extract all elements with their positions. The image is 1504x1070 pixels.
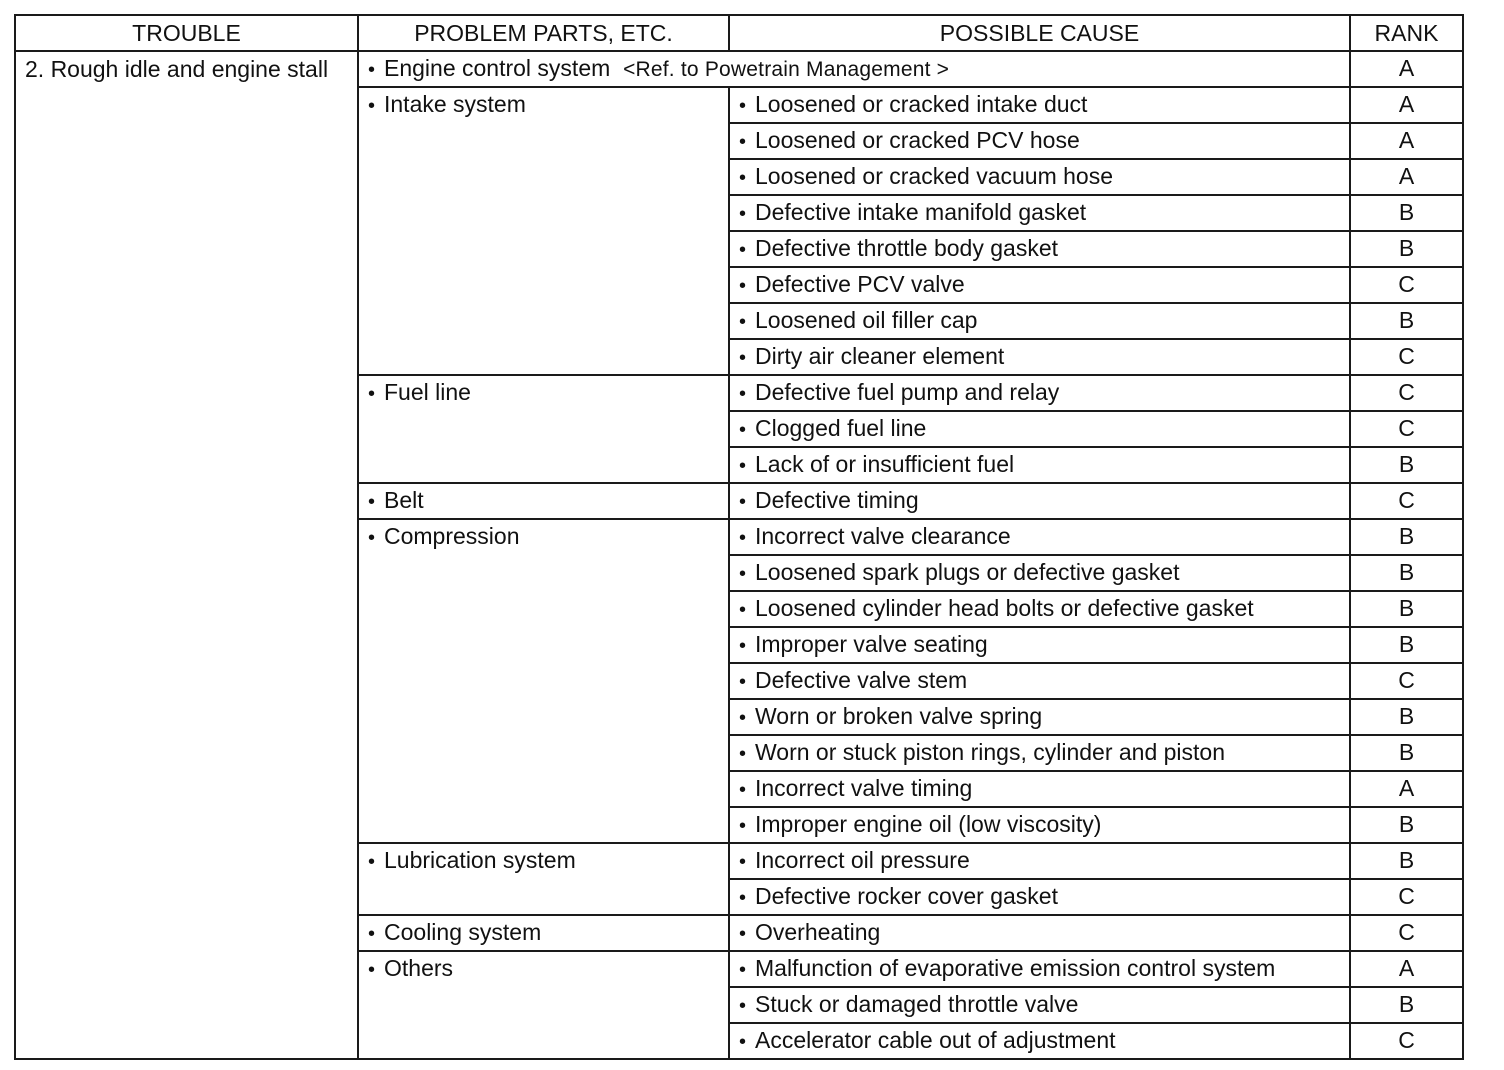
possible-cause-cell xyxy=(729,879,1350,915)
possible-cause-cell xyxy=(729,231,1350,267)
bullet-icon: • xyxy=(368,95,376,117)
trouble-table xyxy=(14,14,1464,1060)
rank-cell: B xyxy=(1350,591,1463,627)
cause-label: Incorrect oil pressure xyxy=(755,847,970,873)
rank-cell: B xyxy=(1350,807,1463,843)
rank-cell: B xyxy=(1350,627,1463,663)
rank-cell: B xyxy=(1350,735,1463,771)
table-body xyxy=(15,51,1463,1059)
cause-label: Stuck or damaged throttle valve xyxy=(755,991,1079,1017)
reference-note: <Ref. to Powetrain Management > xyxy=(623,58,950,81)
possible-cause-cell xyxy=(729,735,1350,771)
trouble-cell: 2. Rough idle and engine stall xyxy=(15,51,358,1059)
cause-label: Defective throttle body gasket xyxy=(755,235,1058,261)
cause-label: Improper valve seating xyxy=(755,631,988,657)
possible-cause-cell xyxy=(729,807,1350,843)
bullet-icon: • xyxy=(739,995,747,1017)
cause-label: Worn or stuck piston rings, cylinder and piston xyxy=(755,739,1226,765)
cause-label: Lack of or insufficient fuel xyxy=(755,451,1015,477)
possible-cause-cell xyxy=(729,843,1350,879)
rank-cell: A xyxy=(1350,123,1463,159)
rank-cell: A xyxy=(1350,771,1463,807)
bullet-icon: • xyxy=(739,419,747,441)
bullet-icon: • xyxy=(739,95,747,117)
problem-part-cell xyxy=(358,519,729,843)
rank-cell: A xyxy=(1350,51,1463,87)
problem-part-cell xyxy=(358,951,729,1059)
possible-cause-cell xyxy=(729,1023,1350,1059)
possible-cause-cell xyxy=(729,987,1350,1023)
part-label: Belt xyxy=(384,487,424,513)
possible-cause-cell xyxy=(729,339,1350,375)
bullet-icon: • xyxy=(739,275,747,297)
bullet-icon: • xyxy=(739,599,747,621)
bullet-icon: • xyxy=(739,455,747,477)
rank-cell: B xyxy=(1350,231,1463,267)
possible-cause-cell xyxy=(729,267,1350,303)
rank-cell: B xyxy=(1350,447,1463,483)
part-label: Cooling system xyxy=(384,919,542,945)
possible-cause-cell xyxy=(729,915,1350,951)
bullet-icon: • xyxy=(368,491,376,513)
bullet-icon: • xyxy=(368,959,376,981)
possible-cause-cell xyxy=(729,123,1350,159)
cause-label: Malfunction of evaporative emission control system xyxy=(755,955,1276,981)
rank-cell: C xyxy=(1350,483,1463,519)
header-possible-cause: POSSIBLE CAUSE xyxy=(729,15,1350,51)
possible-cause-cell xyxy=(729,303,1350,339)
problem-part-cell xyxy=(358,915,729,951)
cause-label: Incorrect valve timing xyxy=(755,775,973,801)
bullet-icon: • xyxy=(739,563,747,585)
rank-cell: A xyxy=(1350,951,1463,987)
possible-cause-cell xyxy=(729,663,1350,699)
rank-cell: B xyxy=(1350,699,1463,735)
bullet-icon: • xyxy=(739,671,747,693)
bullet-icon: • xyxy=(739,851,747,873)
rank-cell: A xyxy=(1350,159,1463,195)
table-row xyxy=(15,51,1463,87)
cause-label: Defective intake manifold gasket xyxy=(755,199,1087,225)
part-label: Fuel line xyxy=(384,379,471,405)
header-problem-parts: PROBLEM PARTS, ETC. xyxy=(358,15,729,51)
possible-cause-cell xyxy=(729,699,1350,735)
cause-label: Defective PCV valve xyxy=(755,271,965,297)
cause-label: Defective valve stem xyxy=(755,667,968,693)
problem-part-cell xyxy=(358,375,729,483)
bullet-icon: • xyxy=(368,383,376,405)
bullet-icon: • xyxy=(739,311,747,333)
cause-label: Accelerator cable out of adjustment xyxy=(755,1027,1116,1053)
rank-cell: C xyxy=(1350,1023,1463,1059)
part-label: Compression xyxy=(384,523,520,549)
possible-cause-cell xyxy=(729,483,1350,519)
bullet-icon: • xyxy=(739,203,747,225)
cause-label: Loosened or cracked intake duct xyxy=(755,91,1088,117)
rank-cell: C xyxy=(1350,267,1463,303)
header-trouble: TROUBLE xyxy=(15,15,358,51)
possible-cause-cell xyxy=(729,591,1350,627)
cause-label: Loosened or cracked vacuum hose xyxy=(755,163,1113,189)
possible-cause-cell xyxy=(729,159,1350,195)
rank-cell: C xyxy=(1350,339,1463,375)
bullet-icon: • xyxy=(739,167,747,189)
bullet-icon: • xyxy=(739,1031,747,1053)
cause-label: Improper engine oil (low viscosity) xyxy=(755,811,1102,837)
bullet-icon: • xyxy=(368,851,376,873)
possible-cause-cell xyxy=(729,519,1350,555)
cause-label: Defective timing xyxy=(755,487,919,513)
part-label: Others xyxy=(384,955,454,981)
rank-cell: C xyxy=(1350,375,1463,411)
bullet-icon: • xyxy=(739,887,747,909)
cause-label: Overheating xyxy=(755,919,881,945)
bullet-icon: • xyxy=(739,347,747,369)
bullet-icon: • xyxy=(739,743,747,765)
rank-cell: B xyxy=(1350,555,1463,591)
cause-label: Loosened spark plugs or defective gasket xyxy=(755,559,1180,585)
cause-label: Defective fuel pump and relay xyxy=(755,379,1060,405)
rank-cell: A xyxy=(1350,87,1463,123)
bullet-icon: • xyxy=(739,779,747,801)
rank-cell: B xyxy=(1350,303,1463,339)
bullet-icon: • xyxy=(739,923,747,945)
rank-cell: B xyxy=(1350,843,1463,879)
bullet-icon: • xyxy=(739,815,747,837)
rank-cell: C xyxy=(1350,879,1463,915)
possible-cause-cell xyxy=(729,375,1350,411)
rank-cell: C xyxy=(1350,663,1463,699)
cause-label: Worn or broken valve spring xyxy=(755,703,1043,729)
header-row xyxy=(15,15,1463,51)
rank-cell: C xyxy=(1350,915,1463,951)
bullet-icon: • xyxy=(368,923,376,945)
cause-label: Defective rocker cover gasket xyxy=(755,883,1058,909)
engine-control-cell xyxy=(358,51,1350,87)
part-label: Engine control system xyxy=(384,55,611,81)
rank-cell: C xyxy=(1350,411,1463,447)
bullet-icon: • xyxy=(739,527,747,549)
bullet-icon: • xyxy=(739,959,747,981)
cause-label: Loosened cylinder head bolts or defective gasket xyxy=(755,595,1254,621)
possible-cause-cell xyxy=(729,555,1350,591)
part-label: Intake system xyxy=(384,91,526,117)
bullet-icon: • xyxy=(739,635,747,657)
cause-label: Loosened or cracked PCV hose xyxy=(755,127,1080,153)
possible-cause-cell xyxy=(729,87,1350,123)
cause-label: Dirty air cleaner element xyxy=(755,343,1005,369)
bullet-icon: • xyxy=(739,707,747,729)
rank-cell: B xyxy=(1350,195,1463,231)
bullet-icon: • xyxy=(739,239,747,261)
cause-label: Loosened oil filler cap xyxy=(755,307,978,333)
possible-cause-cell xyxy=(729,411,1350,447)
possible-cause-cell xyxy=(729,951,1350,987)
problem-part-cell xyxy=(358,483,729,519)
problem-part-cell xyxy=(358,87,729,375)
header-rank: RANK xyxy=(1350,15,1463,51)
cause-label: Incorrect valve clearance xyxy=(755,523,1011,549)
rank-cell: B xyxy=(1350,519,1463,555)
bullet-icon: • xyxy=(739,383,747,405)
possible-cause-cell xyxy=(729,771,1350,807)
possible-cause-cell xyxy=(729,195,1350,231)
rank-cell: B xyxy=(1350,987,1463,1023)
part-label: Lubrication system xyxy=(384,847,576,873)
bullet-icon: • xyxy=(739,131,747,153)
problem-part-cell xyxy=(358,843,729,915)
bullet-icon: • xyxy=(739,491,747,513)
cause-label: Clogged fuel line xyxy=(755,415,927,441)
possible-cause-cell xyxy=(729,447,1350,483)
bullet-icon: • xyxy=(368,527,376,549)
possible-cause-cell xyxy=(729,627,1350,663)
bullet-icon: • xyxy=(368,59,376,81)
